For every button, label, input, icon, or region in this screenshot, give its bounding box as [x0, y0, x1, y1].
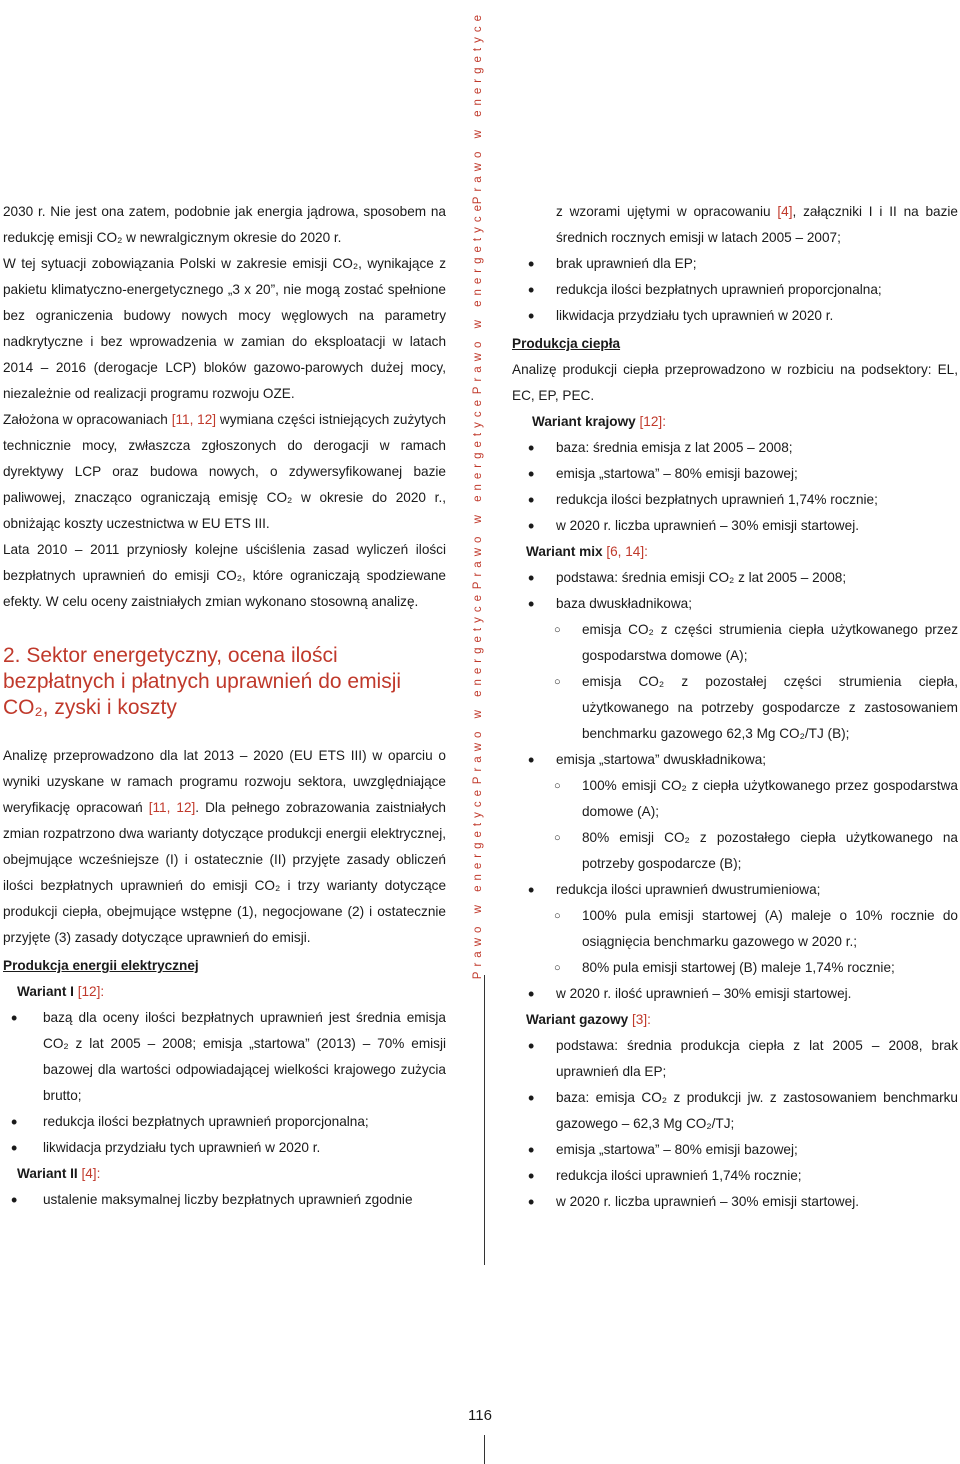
sub-list-item: ○ emisja CO₂ z części strumienia ciepła użytkowanego przez gospodarstwa domowe (A); — [512, 617, 958, 669]
variant-label: Wariant I [12]: — [17, 984, 105, 999]
list-item: • emisja „startowa” dwuskładnikowa; — [512, 747, 958, 773]
list-item: • redukcja ilości uprawnień 1,74% rocznie; — [512, 1163, 958, 1189]
list-item: • brak uprawnień dla EP; — [512, 251, 958, 277]
sub-list-item: ○ 80% pula emisji startowej (B) maleje 1,74% rocznie; — [512, 955, 958, 981]
list-item: • podstawa: średnia emisji CO₂ z lat 2005 – 2008; — [512, 565, 958, 591]
sidebar-label: Prawo w energetyce — [472, 200, 484, 395]
variant-label: Wariant gazowy [3]: — [526, 1012, 651, 1027]
sidebar-label: Prawo w energetyce — [472, 10, 484, 205]
list-item: • likwidacja przydziału tych uprawnień w 2020 r. — [3, 1135, 446, 1161]
variant-list — [512, 251, 958, 329]
paragraph: Lata 2010 – 2011 przyniosły kolejne uściślenia zasad wyliczeń ilości bezpłatnych uprawnień do emisji CO₂, które ograniczają spodziewane efekty. W celu oceny zaistniałych zmian wykonano stosowną analizę. — [3, 542, 446, 609]
list-item: • emisja „startowa” – 80% emisji bazowej; — [512, 1137, 958, 1163]
subheading-heat: Produkcja ciepła — [512, 336, 621, 351]
variant-list — [3, 1187, 446, 1213]
list-item: • w 2020 r. ilość uprawnień – 30% emisji startowej. — [512, 981, 958, 1007]
paragraph: W tej sytuacji zobowiązania Polski w zakresie emisji CO₂, wynikające z pakietu klimatyczno-energetycznego „3 x 20”, nie mogą zostać spełnione bez ograniczenia budowy nowych mocy węglowych na parametry nadkrytyczne i bez wprowadzenia w zamian do eksploatacji w latach 2014 – 2016 (derogacje LCP) bloków gazowo-parowych dużej mocy, niezależnie od realizacji programu rozwoju OZE. — [3, 256, 446, 401]
section-heading: 2. Sektor energetyczny, ocena ilości bezpłatnych i płatnych uprawnień do emisji CO₂, zyski i koszty — [3, 644, 402, 719]
sidebar-label: Prawo w energetyce — [472, 395, 484, 590]
list-item: • w 2020 r. liczba uprawnień – 30% emisji startowej. — [512, 1189, 958, 1215]
variant-list — [512, 435, 958, 539]
citation: [11, 12] — [171, 412, 217, 427]
sidebar-label: Prawo w energetyce — [472, 590, 484, 785]
sidebar-label: Prawo w energetyce — [472, 785, 484, 980]
sub-list-item: ○ 100% pula emisji startowej (A) maleje o 10% rocznie do osiągnięcia benchmarku gazowego w 2020 r.; — [512, 903, 958, 955]
sidebar-rule — [484, 975, 485, 1265]
paragraph: Analizę przeprowadzono dla lat 2013 – 2020 (EU ETS III) w oparciu o wyniki uzyskane w ramach programu rozwoju sektora, uwzględniające weryfikację opracowań [11, 12]. Dla pełnego zobrazowania zaistniałych zmian rozpatrzono dwa warianty dotyczące produkcji energii elektrycznej, obejmujące wcześniejsze (I) i ostatecznie (II) przyjęte zasady obliczeń ilości bezpłatnych uprawnień do emisji CO₂ i trzy warianty dotyczące produkcji ciepła, obejmujące wstępne (1), negocjowane (2) i ostatecznie przyjęte (3) zasady dotyczące uprawnień do emisji. — [3, 748, 446, 945]
list-item: • w 2020 r. liczba uprawnień – 30% emisji startowej. — [512, 513, 958, 539]
paragraph: 2030 r. Nie jest ona zatem, podobnie jak energia jądrowa, sposobem na redukcję emisji CO₂ w newralgicznym okresie do 2020 r. — [3, 204, 446, 245]
list-item: • podstawa: średnia produkcja ciepła z lat 2005 – 2008, brak uprawnień dla EP; — [512, 1033, 958, 1085]
sub-list-item: ○ emisja CO₂ z pozostałej części strumienia ciepła, użytkowanego na potrzeby gospodarcze z zastosowaniem benchmarku gazowego 62,3 Mg CO₂/TJ (B); — [512, 669, 958, 747]
list-item: • ustalenie maksymalnej liczby bezpłatnych uprawnień zgodnie — [3, 1187, 446, 1213]
list-item: • baza: emisja CO₂ z produkcji jw. z zastosowaniem benchmarku gazowego – 62,3 Mg CO₂/TJ; — [512, 1085, 958, 1137]
sidebar-rule — [484, 1435, 485, 1464]
list-item: • baza dwuskładnikowa; — [512, 591, 958, 617]
sub-list-item: ○ 80% emisji CO₂ z pozostałego ciepła użytkowanego na potrzeby gospodarcze (B); — [512, 825, 958, 877]
paragraph: Założona w opracowaniach [11, 12] wymiana części istniejących zużytych technicznie mocy, zwłaszcza zgłoszonych do derogacji w ramach dyrektywy LCP oraz budowa nowych, o zdywersyfikowanej bazie paliwowej, znacząco ograniczają emisję CO₂ w okresie do 2020 r., obniżając koszty uczestnictwa w EU ETS III. — [3, 412, 446, 531]
list-item: • redukcja ilości bezpłatnych uprawnień 1,74% rocznie; — [512, 487, 958, 513]
paragraph: z wzorami ujętymi w opracowaniu [4], załączniki I i II na bazie średnich rocznych emisji w latach 2005 – 2007; — [556, 204, 958, 245]
list-item: • bazą dla oceny ilości bezpłatnych uprawnień jest średnia emisja CO₂ z lat 2005 – 2008; emisja „startowa” (2013) – 70% emisji bazowej dla wartości odpowiadającej wielkości krajowego zużycia brutto; — [3, 1005, 446, 1109]
variant-list — [3, 1005, 446, 1161]
paragraph: Analizę produkcji ciepła przeprowadzono w rozbiciu na podsektory: EL, EC, EP, PEC. — [512, 362, 958, 403]
list-item: • redukcja ilości bezpłatnych uprawnień proporcjonalna; — [3, 1109, 446, 1135]
variant-label: Wariant krajowy [12]: — [532, 414, 666, 429]
right-column — [512, 199, 958, 1215]
sub-list-item: ○ 100% emisji CO₂ z ciepła użytkowanego przez gospodarstwa domowe (A); — [512, 773, 958, 825]
page-number: 116 — [468, 1407, 492, 1424]
list-item: • baza: średnia emisja z lat 2005 – 2008; — [512, 435, 958, 461]
list-item: • redukcja ilości bezpłatnych uprawnień proporcjonalna; — [512, 277, 958, 303]
left-column — [3, 199, 446, 1213]
variant-label: Wariant II [4]: — [17, 1166, 101, 1181]
list-item: • redukcja ilości uprawnień dwustrumieniowa; — [512, 877, 958, 903]
variant-list — [512, 1033, 958, 1215]
citation: [4] — [777, 204, 793, 219]
subheading-electricity: Produkcja energii elektrycznej — [3, 958, 199, 973]
citation: [11, 12] — [148, 800, 196, 815]
list-item: • likwidacja przydziału tych uprawnień w 2020 r. — [512, 303, 958, 329]
variant-list — [512, 565, 958, 1007]
variant-label: Wariant mix [6, 14]: — [526, 544, 648, 559]
list-item: • emisja „startowa” – 80% emisji bazowej; — [512, 461, 958, 487]
